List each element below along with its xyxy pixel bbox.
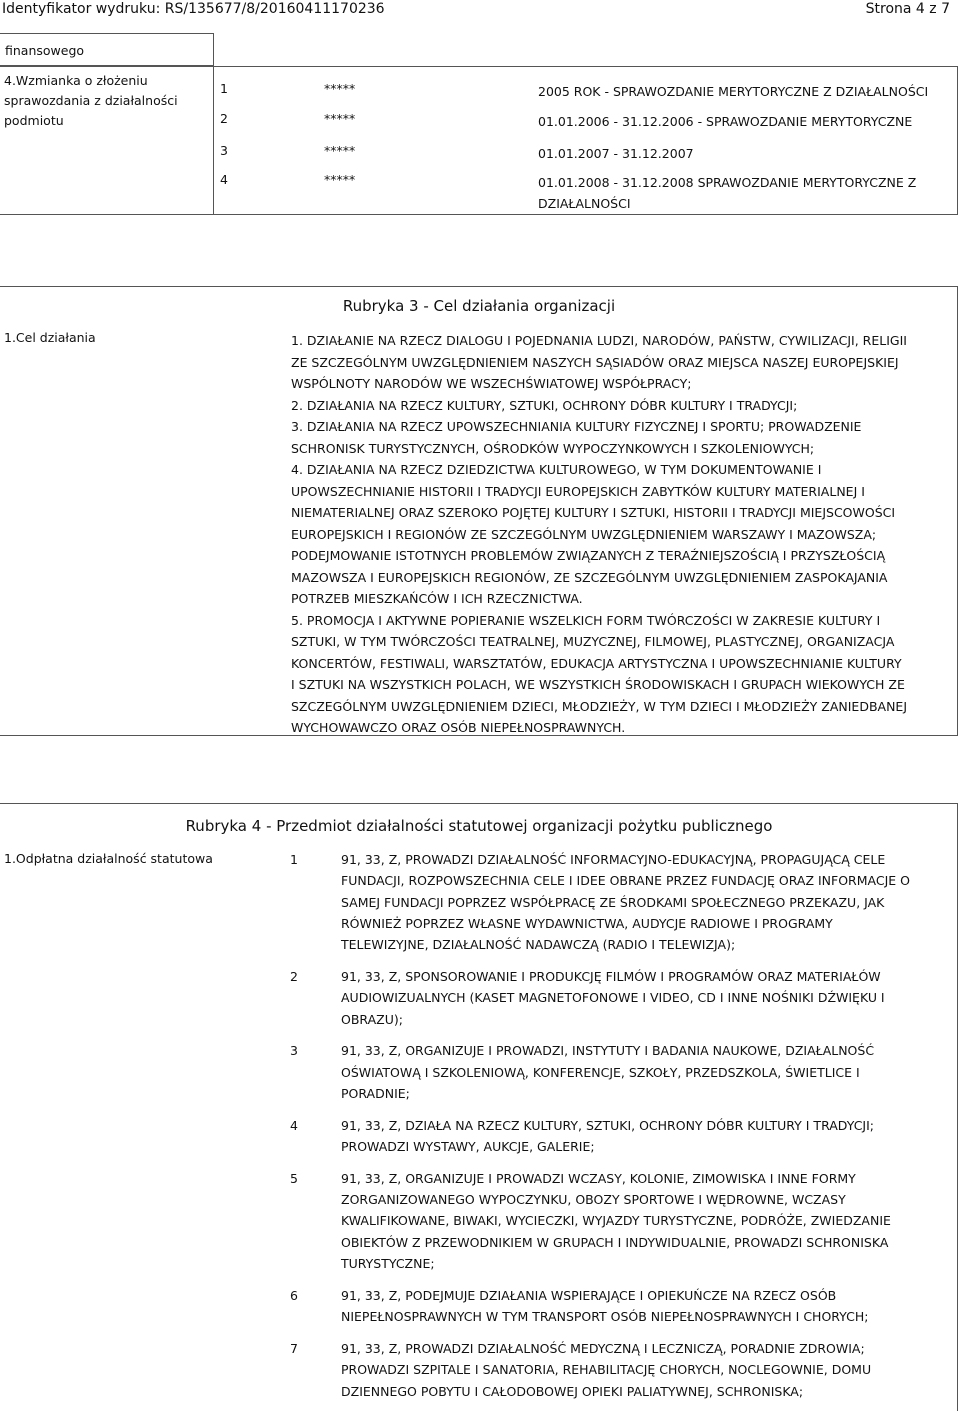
goal-line: SZTUKI, W TYM TWÓRCZOŚCI TEATRALNEJ, MUZYCZNEJ, FILMOWEJ, PLASTYCZNEJ, ORGANIZACJA — [291, 634, 895, 649]
goal-line: SZCZEGÓLNYM UWZGLĘDNIENIEM DZIECI, MŁODZIEŻY, W TYM DZIECI I MŁODZIEŻY ZANIEDBANEJ — [291, 698, 908, 714]
activity-line: 91, 33, Z, PROWADZI DZIAŁALNOŚĆ INFORMACYJNO-EDUKACYJNĄ, PROPAGUJĄCĄ CELE — [341, 852, 886, 867]
activity-number: 5 — [290, 1170, 298, 1186]
activity-line: PORADNIE; — [341, 1085, 410, 1101]
report-description: 01.01.2007 - 31.12.2007 — [538, 146, 694, 161]
goal-line: UPOWSZECHNIANIE HISTORII I TRADYCJI EUROPEJSKICH ZABYTKÓW KULTURY MATERIALNEJ I — [291, 483, 865, 499]
report-description: 01.01.2008 - 31.12.2008 SPRAWOZDANIE MERYTORYCZNE Z DZIAŁALNOŚCI — [538, 175, 917, 211]
report-number: 2 — [220, 111, 228, 126]
rubryka-3-title: Rubryka 3 - Cel działania organizacji — [342, 297, 616, 315]
print-identifier: Identyfikator wydruku: RS/135677/8/20160411170236 — [2, 1, 385, 17]
activity-line: OBIEKTÓW Z PRZEWODNIKIEM W GRUPACH I INDYWIDUALNIE, PROWADZI SCHRONISKA — [341, 1234, 889, 1250]
report-masked-date: ***** — [324, 81, 356, 96]
activity-item — [290, 1040, 950, 1104]
report-description: 01.01.2006 - 31.12.2006 - SPRAWOZDANIE MERYTORYCZNE — [538, 114, 913, 129]
activity-line: PROWADZI WYSTAWY, AUKCJE, GALERIE; — [341, 1139, 595, 1155]
rubryka-4-section — [0, 803, 958, 1411]
reports-label-line: sprawozdania z działalności — [4, 93, 178, 108]
activity-number: 4 — [290, 1117, 298, 1133]
report-masked-date: ***** — [324, 143, 356, 158]
activity-list — [290, 849, 950, 1412]
goal-line: 1. DZIAŁANIE NA RZECZ DIALOGU I POJEDNANIA LUDZI, NARODÓW, PAŃSTW, CYWILIZACJI, RELIGII — [291, 333, 907, 348]
activity-line: 91, 33, Z, ORGANIZUJE I PROWADZI WCZASY, KOLONIE, ZIMOWISKA I INNE FORMY — [341, 1170, 856, 1186]
activity-line: 91, 33, Z, DZIAŁA NA RZECZ KULTURY, SZTUKI, OCHRONY DÓBR KULTURY I TRADYCJI; — [341, 1117, 875, 1133]
goal-line: WYCHOWAWCZO ORAZ OSÓB NIEPEŁNOSPRAWNYCH. — [291, 720, 626, 735]
activity-line: DZIENNEGO POBYTU I CAŁODOBOWEJ OPIEKI PALIATYWNEJ, SCHRONISKA; — [341, 1383, 804, 1399]
activity-number: 3 — [290, 1043, 298, 1059]
goal-line: MAZOWSZA I EUROPEJSKICH REGIONÓW, ZE SZCZEGÓLNYM UWZGLĘDNIENIEM ZASPOKAJANIA — [291, 569, 888, 585]
activity-item — [290, 1285, 950, 1328]
goal-line: SCHRONISK TURYSTYCZNYCH, OŚRODKÓW WYPOCZYNKOWYCH I SZKOLENIOWYCH; — [291, 440, 815, 456]
goal-line: 5. PROMOCJA I AKTYWNE POPIERANIE WSZELKICH FORM TWÓRCZOŚCI W ZAKRESIE KULTURY I — [291, 612, 881, 628]
activity-line: KWALIFIKOWANE, BIWAKI, WYCIECZKI, WYJAZDY TURYSTYCZNE, PODRÓŻE, ZWIEDZANIE — [341, 1213, 891, 1229]
goal-label: 1.Cel działania — [4, 330, 96, 345]
activity-line: OŚWIATOWĄ I SZKOLENIOWĄ, KONFERENCJE, SZKOŁY, PRZEDSZKOLA, ŚWIETLICE I — [341, 1064, 860, 1080]
page-number: Strona 4 z 7 — [865, 1, 950, 17]
activity-item — [290, 1168, 950, 1274]
activity-item — [290, 849, 950, 955]
reports-label — [4, 71, 209, 131]
previous-row-text: finansowego — [5, 43, 85, 58]
goal-line: POTRZEB MIESZKAŃCÓW I ICH RZECZNICTWA. — [291, 591, 583, 606]
activity-line: TELEWIZYJNE, DZIAŁALNOŚĆ NADAWCZĄ (RADIO I TELEWIZJA); — [341, 937, 736, 953]
activity-item — [290, 966, 950, 1030]
print-header — [0, 0, 960, 22]
activity-line: TURYSTYCZNE; — [341, 1256, 435, 1272]
report-masked-date: ***** — [324, 111, 356, 126]
report-number: 1 — [220, 81, 228, 96]
goal-line: 4. DZIAŁANIA NA RZECZ DZIEDZICTWA KULTUROWEGO, W TYM DOKUMENTOWANIE I — [291, 462, 822, 477]
reports-table — [0, 66, 958, 215]
activity-item — [290, 1115, 950, 1158]
activity-number: 6 — [290, 1287, 298, 1303]
activity-item — [290, 1338, 950, 1402]
activity-line: NIEPEŁNOSPRAWNYCH W TYM TRANSPORT OSÓB NIEPEŁNOSPRAWNYCH I CHORYCH; — [341, 1309, 869, 1325]
activity-number: 1 — [290, 852, 298, 867]
goal-line: I SZTUKI NA WSZYSTKICH POLACH, WE WSZYSTKICH ŚRODOWISKACH I GRUPACH WIEKOWYCH ZE — [291, 677, 905, 692]
activity-line: OBRAZU); — [341, 1011, 403, 1027]
goal-line: WSPÓLNOTY NARODÓW WE WSZECHŚWIATOWEJ WSPÓŁPRACY; — [291, 376, 692, 391]
goal-line: 2. DZIAŁANIA NA RZECZ KULTURY, SZTUKI, OCHRONY DÓBR KULTURY I TRADYCJI; — [291, 397, 798, 413]
activity-line: FUNDACJI, ROZPOWSZECHNIA CELE I IDEE OBRANE PRZEZ FUNDACJĘ ORAZ INFORMACJE O — [341, 873, 910, 889]
paid-activity-label: 1.Odpłatna działalność statutowa — [4, 851, 213, 866]
goal-line: KONCERTÓW, FESTIWALI, WARSZTATÓW, EDUKACJA ARTYSTYCZNA I UPOWSZECHNIANIE KULTURY — [291, 655, 902, 671]
report-number: 4 — [220, 172, 228, 187]
report-number: 3 — [220, 143, 228, 158]
activity-line: SAMEJ FUNDACJI POPRZEZ WSPÓŁPRACĘ ZE ŚRODKAMI SPOŁECZNEGO PRZEKAZU, JAK — [341, 894, 885, 910]
goal-line: NIEMATERIALNEJ ORAZ SZEROKO POJĘTEJ KULTURY I SZTUKI, HISTORII I TRADYCJI MIEJSCOWOŚCI — [291, 505, 896, 520]
previous-row-cell — [0, 33, 214, 66]
activity-line: 91, 33, Z, PROWADZI DZIAŁALNOŚĆ MEDYCZNĄ I LECZNICZĄ, PORADNIE ZDROWIA; — [341, 1340, 865, 1356]
reports-label-line: podmiotu — [4, 113, 64, 128]
activity-number: 2 — [290, 968, 298, 984]
activity-line: 91, 33, Z, ORGANIZUJE I PROWADZI, INSTYTUTY I BADANIA NAUKOWE, DZIAŁALNOŚĆ — [341, 1043, 875, 1059]
activity-line: ZORGANIZOWANEGO WYPOCZYNKU, OBOZY SPORTOWE I WĘDROWNE, WCZASY — [341, 1192, 846, 1208]
activity-line: PROWADZI SZPITALE I SANATORIA, REHABILITACJĘ CHORYCH, NOCLEGOWNIE, DOMU — [341, 1362, 872, 1378]
rubryka-3-section — [0, 286, 958, 736]
goal-line: 3. DZIAŁANIA NA RZECZ UPOWSZECHNIANIA KULTURY FIZYCZNEJ I SPORTU; PROWADZENIE — [291, 419, 862, 434]
activity-line: 91, 33, Z, PODEJMUJE DZIAŁANIA WSPIERAJĄCE I OPIEKUŃCZE NA RZECZ OSÓB — [341, 1287, 837, 1303]
rubryka-4-title: Rubryka 4 - Przedmiot działalności statutowej organizacji pożytku publicznego — [185, 817, 773, 835]
reports-label-line: 4.Wzmianka o złożeniu — [4, 73, 148, 88]
goal-line: ZE SZCZEGÓLNYM UWZGLĘDNIENIEM NASZYCH SĄSIADÓW ORAZ MIEJSCA NASZEJ EUROPEJSKIEJ — [291, 354, 899, 370]
report-description: 2005 ROK - SPRAWOZDANIE MERYTORYCZNE Z DZIAŁALNOŚCI — [538, 84, 929, 99]
report-masked-date: ***** — [324, 172, 356, 187]
goal-line: EUROPEJSKICH I REGIONÓW ZE SZCZEGÓLNYM UWZGLĘDNIENIEM WARSZAWY I MAZOWSZA; — [291, 526, 877, 542]
column-divider — [213, 67, 214, 214]
activity-number: 7 — [290, 1340, 298, 1356]
goal-line: PODEJMOWANIE ISTOTNYCH PROBLEMÓW ZWIĄZANYCH Z TERAŹNIEJSZOŚCIĄ I PRZYSZŁOŚCIĄ — [291, 548, 886, 563]
activity-line: RÓWNIEŻ POPRZEZ WŁASNE WYDAWNICTWA, AUDYCJE RADIOWE I PROGRAMY — [341, 915, 833, 931]
activity-line: AUDIOWIZUALNYCH (KASET MAGNETOFONOWE I VIDEO, CD I INNE NOŚNIKI DŹWIĘKU I — [341, 990, 885, 1006]
activity-line: 91, 33, Z, SPONSOROWANIE I PRODUKCJĘ FILMÓW I PROGRAMÓW ORAZ MATERIAŁÓW — [341, 968, 881, 984]
goal-text — [291, 330, 951, 739]
